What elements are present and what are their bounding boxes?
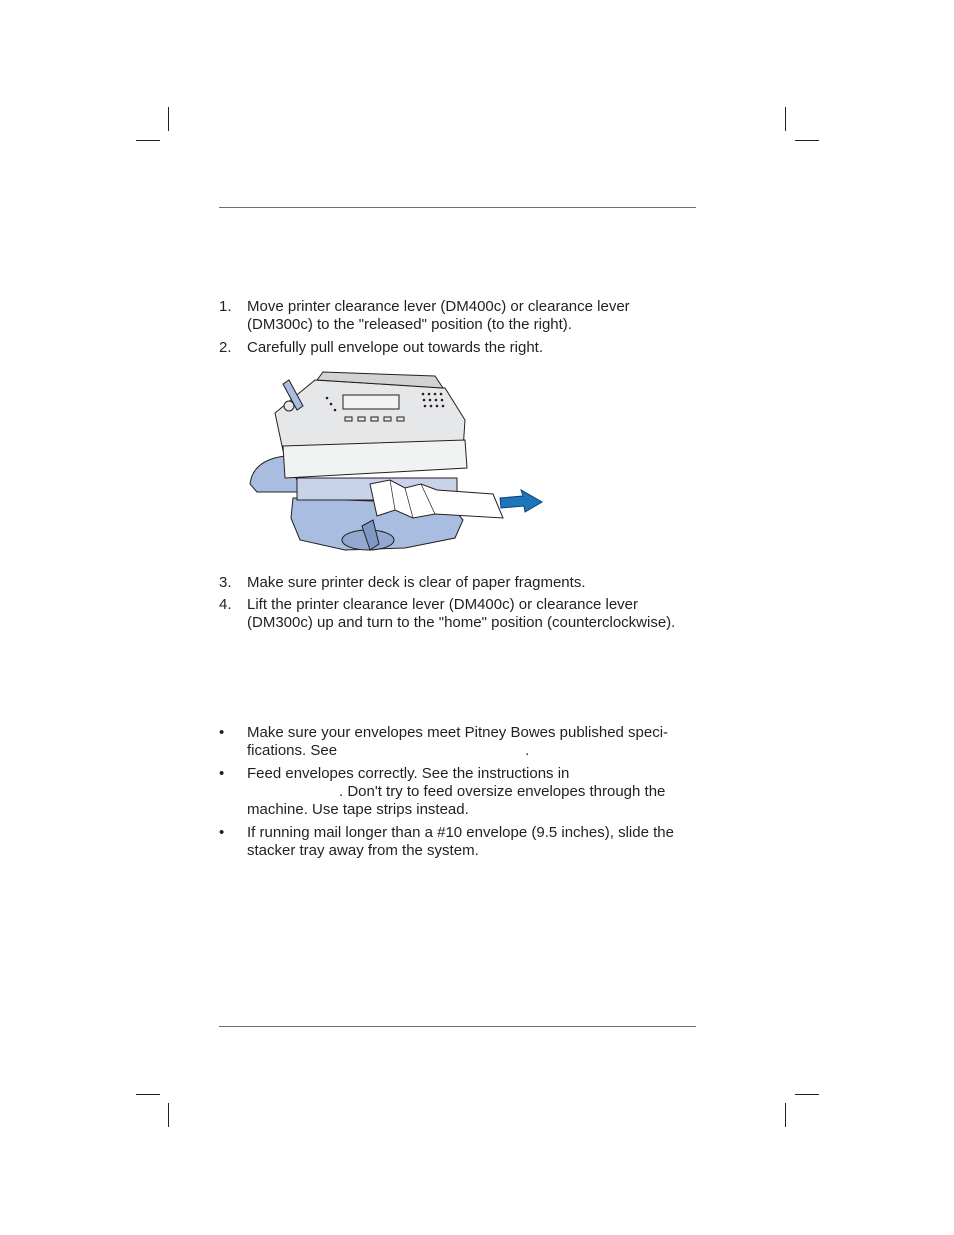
crop-mark [785, 1103, 786, 1127]
envelope-removal-illustration [245, 368, 545, 560]
tip-text: machine. Use tape strips instead. [247, 801, 469, 818]
list-item [219, 824, 699, 860]
tip-text: . [525, 742, 530, 759]
list-item [219, 765, 699, 819]
list-item [219, 596, 699, 632]
tip-text: stacker tray away from the system. [247, 842, 479, 859]
list-item [219, 574, 699, 592]
tip-text: fications. See [247, 742, 338, 759]
step-text: (DM300c) up and turn to the "home" position (counterclockwise). [247, 614, 676, 631]
step-text: Lift the printer clearance lever (DM400c) or clearance lever [247, 596, 639, 613]
front-face [283, 440, 467, 478]
step-text: Make sure printer deck is clear of paper fragments. [247, 574, 586, 591]
tip-text: Feed envelopes correctly. See the instructions in [247, 765, 570, 782]
step-number: 4. [219, 596, 232, 613]
steps-list-2 [219, 574, 699, 632]
step-text: (DM300c) to the "released" position (to the right). [247, 316, 572, 333]
steps-list-1 [219, 298, 699, 357]
footer-rule [219, 1026, 696, 1027]
step-text: Carefully pull envelope out towards the right. [247, 339, 544, 356]
crop-mark [136, 1094, 160, 1095]
bullet: • [219, 824, 225, 841]
handle-knob [284, 401, 294, 411]
bullet: • [219, 724, 225, 741]
list-item [219, 724, 699, 760]
step-text: Move printer clearance lever (DM400c) or clearance lever [247, 298, 630, 315]
pull-direction-arrow [500, 490, 542, 512]
crop-mark [168, 107, 169, 131]
tip-text: Make sure your envelopes meet Pitney Bowes published speci- [247, 724, 669, 741]
crop-mark [795, 1094, 819, 1095]
list-item [219, 339, 699, 357]
bullet: • [219, 765, 225, 782]
display-window [343, 395, 399, 409]
crop-mark [168, 1103, 169, 1127]
tip-text: . Don't try to feed oversize envelopes through the [339, 783, 666, 800]
crop-mark [785, 107, 786, 131]
header-rule [219, 207, 696, 208]
tips-list [219, 724, 699, 860]
tip-text: If running mail longer than a #10 envelope (9.5 inches), slide the [247, 824, 674, 841]
crop-mark [795, 140, 819, 141]
step-number: 1. [219, 298, 232, 315]
list-item [219, 298, 699, 334]
step-number: 2. [219, 339, 232, 356]
crop-mark [136, 140, 160, 141]
step-number: 3. [219, 574, 232, 591]
